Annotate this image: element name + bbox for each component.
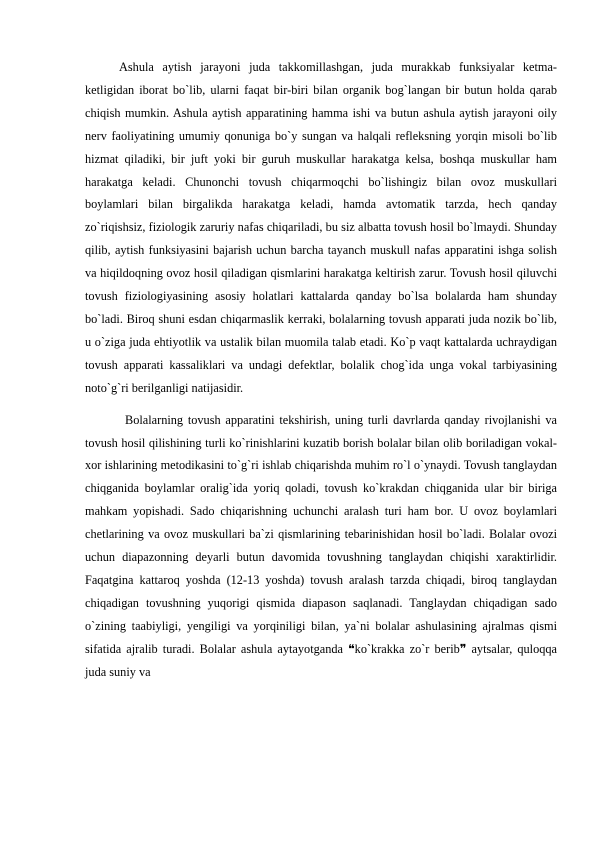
paragraph-1: Ashula aytish jarayoni juda takkomillashgan, juda murakkab funksiyalar ketma-ketligidan iborat bo`lib, ularni faqat bir-biri bilan organik bog`langan bir butun holda qarab chiqish mumkin. Ashula aytish apparatining hamma ishi va butun ashula aytish jarayoni oily nerv faoliyatining umumiy qonuniga bo`y sungan va halqali refleksning yorqin misoli bo`lib hizmat qiladiki, bir juft yoki bir guruh muskullar harakatga kelsa, boshqa muskullar ham harakatga keladi. Chunonchi tovush chiqarmoqchi bo`lishingiz bilan ovoz muskullari boylamlari bilan birgalikda harakatga keladi, hamda avtomatik tarzda, hech qanday zo`riqishsiz, fiziologik zaruriy nafas chiqariladi, bu siz albatta tovush hosil bo`lmaydi. Shunday qilib, aytish funksiyasini bajarish uchun barcha tayanch muskull nafas apparatini ishga solish va hiqildoqning ovoz hosil qiladigan qismlarini harakatga keltirish zarur. Tovush hosil qiluvchi tovush fiziologiyasining asosiy holatlari kattalarda qanday bo`lsa bolalarda ham shunday bo`ladi. Biroq shuni esdan chiqarmaslik kerraki, bolalarning tovush apparati juda nozik bo`lib, u o`ziga juda ehtiyotlik va ustalik bilan muomila talab etadi. Ko`p vaqt kattalarda uchraydigan tovush apparati kassaliklari va undagi defektlar, bolalik chog`ida unga vokal tarbiyasining noto`g`ri berilganligi natijasidir. xyxy=(85,60,557,395)
body-text xyxy=(85,56,557,683)
paragraph-2: Bolalarning tovush apparatini tekshirish, uning turli davrlarda qanday rivojlanishi va tovush hosil qilishining turli ko`rinishlarini kuzatib borish bolalar bilan olib boriladigan vokal-xor ishlarining metodikasini to`g`ri ishlab chiqarishda muhim ro`l o`ynaydi. Tovush tanglaydan chiqganida boylamlar oralig`ida yoriq qoladi, tovush ko`krakdan chiqganida ular bir biriga mahkam yopishadi. Sado chiqarishning uchunchi aralash turi ham bor. U ovoz boylamlari chetlarining va ovoz muskullari ba`zi qismlarining tebarinishidan hosil bo`ladi. Bolalar ovozi uchun diapazonning deyarli butun davomida tovushning tanglaydan chiqishi xaraktirlidir. Faqatgina kattaroq yoshda (12-13 yoshda) tovush aralash tarzda chiqadi, biroq tanglaydan chiqadigan tovushning yuqorigi qismida diapason saqlanadi. Tanglaydan chiqadigan sado o`zining taabiyligi, yengiligi va yorqiniligi bilan, ya`ni bolalar ashulasining ajralmas qismi sifatida ajralib turadi. Bolalar ashula aytayotganda ❝ko`krakka zo`r berib❞ aytsalar, quloqqa juda suniy va xyxy=(85,412,557,679)
